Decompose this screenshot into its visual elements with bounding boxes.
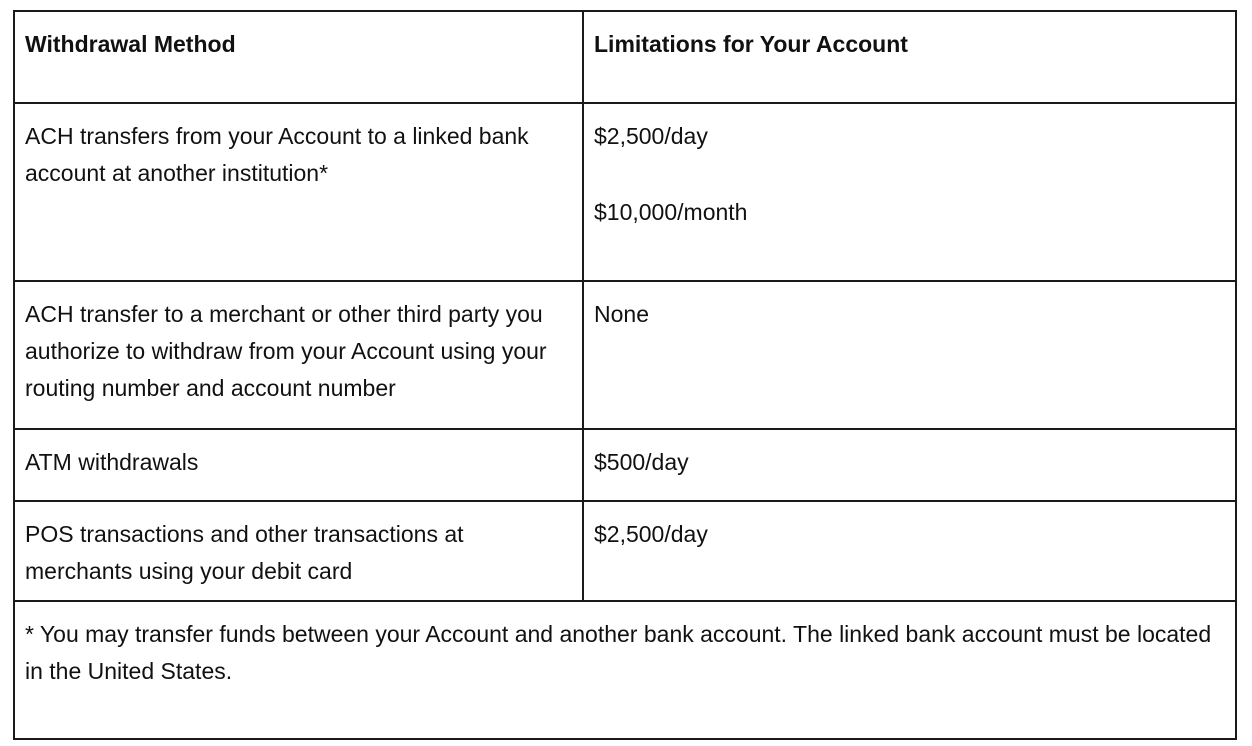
table-header-row	[14, 11, 1236, 103]
limit-value: $10,000/month	[594, 199, 748, 225]
limits-cell	[583, 281, 1236, 429]
table-row	[14, 501, 1236, 601]
table-row	[14, 103, 1236, 281]
withdrawal-limits-table	[13, 10, 1237, 740]
limits-cell	[583, 501, 1236, 601]
footnote-row	[14, 601, 1236, 739]
method-cell: POS transactions and other transactions at merchants using your debit card	[14, 501, 583, 601]
header-limitations: Limitations for Your Account	[583, 11, 1236, 103]
limits-cell	[583, 429, 1236, 501]
limit-value: $500/day	[594, 449, 689, 475]
header-withdrawal-method: Withdrawal Method	[14, 11, 583, 103]
method-cell: ACH transfer to a merchant or other third party you authorize to withdraw from your Account using your routing number and account number	[14, 281, 583, 429]
method-cell: ACH transfers from your Account to a linked bank account at another institution*	[14, 103, 583, 281]
table-row	[14, 429, 1236, 501]
footnote-text: * You may transfer funds between your Account and another bank account. The linked bank account must be located in the United States.	[14, 601, 1236, 739]
limits-cell	[583, 103, 1236, 281]
limit-value: $2,500/day	[594, 123, 708, 149]
limit-value: None	[594, 301, 649, 327]
limit-value: $2,500/day	[594, 521, 708, 547]
method-cell: ATM withdrawals	[14, 429, 583, 501]
table-row	[14, 281, 1236, 429]
